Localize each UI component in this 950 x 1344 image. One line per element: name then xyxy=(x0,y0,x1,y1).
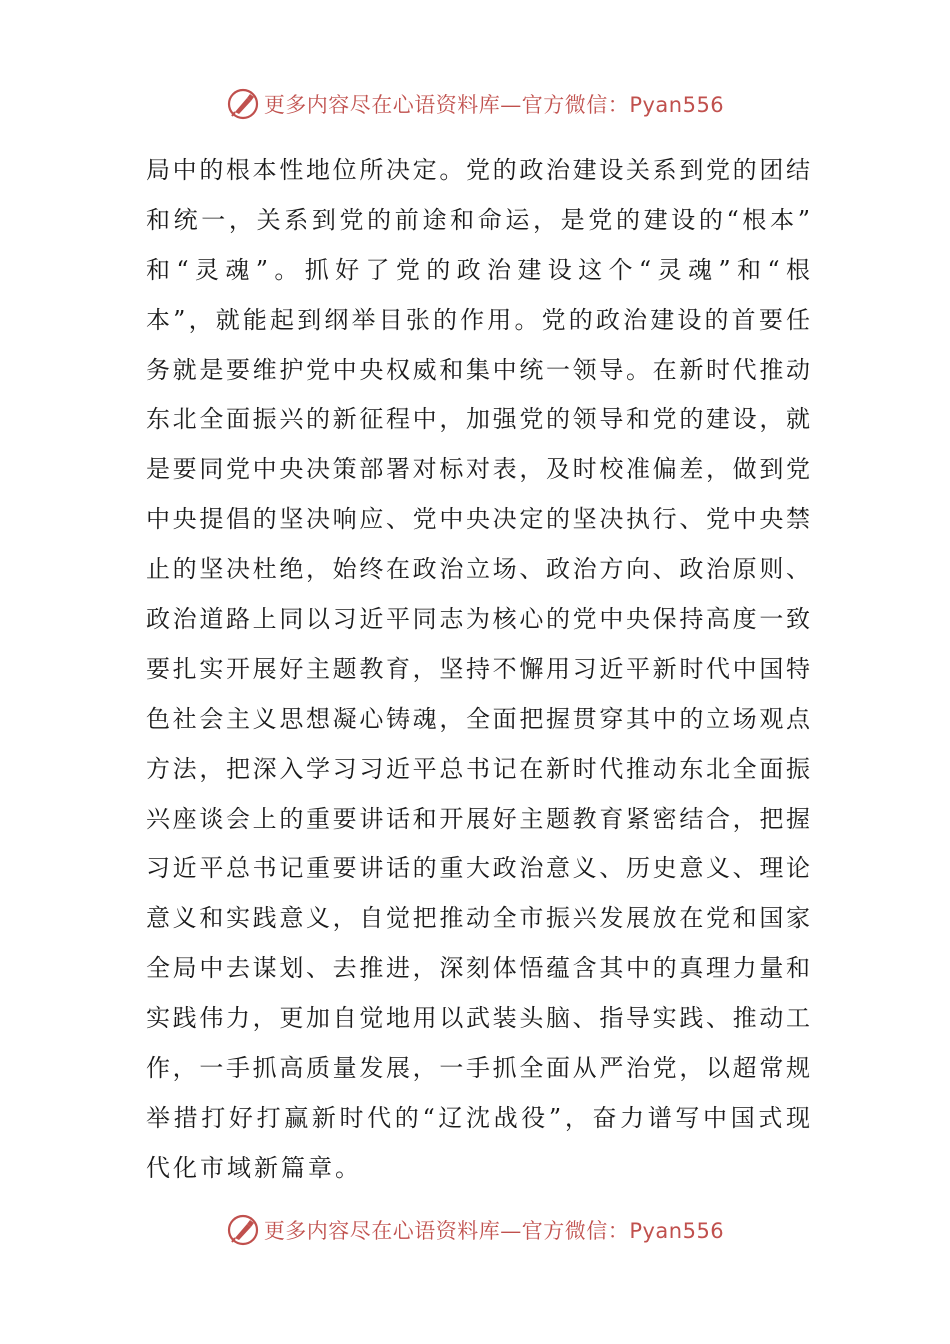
body-line: 本”，就能起到纲举目张的作用。党的政治建设的首要任 xyxy=(146,305,810,334)
body-line: 要扎实开展好主题教育，坚持不懈用习近平新时代中国特 xyxy=(146,654,810,683)
body-line: 全局中去谋划、去推进，深刻体悟蕴含其中的真理力量和 xyxy=(146,954,810,983)
body-line: 方法，把深入学习习近平总书记在新时代推动东北全面振 xyxy=(146,754,810,783)
body-line: 习近平总书记重要讲话的重大政治意义、历史意义、理论 xyxy=(146,854,810,883)
body-line: 意义和实践意义，自觉把推动全市振兴发展放在党和国家 xyxy=(146,904,810,933)
body-line: 止的坚决杜绝，始终在政治立场、政治方向、政治原则、 xyxy=(146,555,810,584)
pen-nib-logo-icon xyxy=(226,1213,260,1247)
header-watermark-banner xyxy=(0,84,950,124)
footer-wechat-id: Pyan556 xyxy=(629,1219,725,1243)
header-wechat-id: Pyan556 xyxy=(629,93,725,117)
footer-watermark-banner xyxy=(0,1210,950,1250)
body-line: 和“灵魂”。抓好了党的政治建设这个“灵魂”和“根 xyxy=(146,255,810,284)
header-watermark-text: 更多内容尽在心语资料库—官方微信：Pyan556 xyxy=(263,93,725,117)
body-line: 作，一手抓高质量发展，一手抓全面从严治党，以超常规 xyxy=(146,1054,810,1083)
footer-watermark-text: 更多内容尽在心语资料库—官方微信：Pyan556 xyxy=(263,1219,725,1243)
body-line: 举措打好打赢新时代的“辽沈战役”，奋力谱写中国式现 xyxy=(146,1103,810,1132)
body-line: 政治道路上同以习近平同志为核心的党中央保持高度一致 xyxy=(146,605,810,634)
body-line: 是要同党中央决策部署对标对表，及时校准偏差，做到党 xyxy=(146,455,810,484)
body-line: 局中的根本性地位所决定。党的政治建设关系到党的团结 xyxy=(146,156,810,184)
body-line: 色社会主义思想凝心铸魂，全面把握贯穿其中的立场观点 xyxy=(146,704,810,733)
body-line: 和统一，关系到党的前途和命运，是党的建设的“根本” xyxy=(146,205,810,234)
body-line: 实践伟力，更加自觉地用以武装头脑、指导实践、推动工 xyxy=(146,1004,810,1033)
body-line: 中央提倡的坚决响应、党中央决定的坚决执行、党中央禁 xyxy=(146,505,810,534)
pen-nib-logo-icon xyxy=(226,87,260,121)
document-body xyxy=(146,146,810,1194)
body-line: 代化市域新篇章。 xyxy=(146,1153,362,1182)
body-line: 兴座谈会上的重要讲话和开展好主题教育紧密结合，把握 xyxy=(146,804,810,833)
body-line: 务就是要维护党中央权威和集中统一领导。在新时代推动 xyxy=(146,355,810,384)
body-line: 东北全面振兴的新征程中，加强党的领导和党的建设，就 xyxy=(146,405,810,434)
